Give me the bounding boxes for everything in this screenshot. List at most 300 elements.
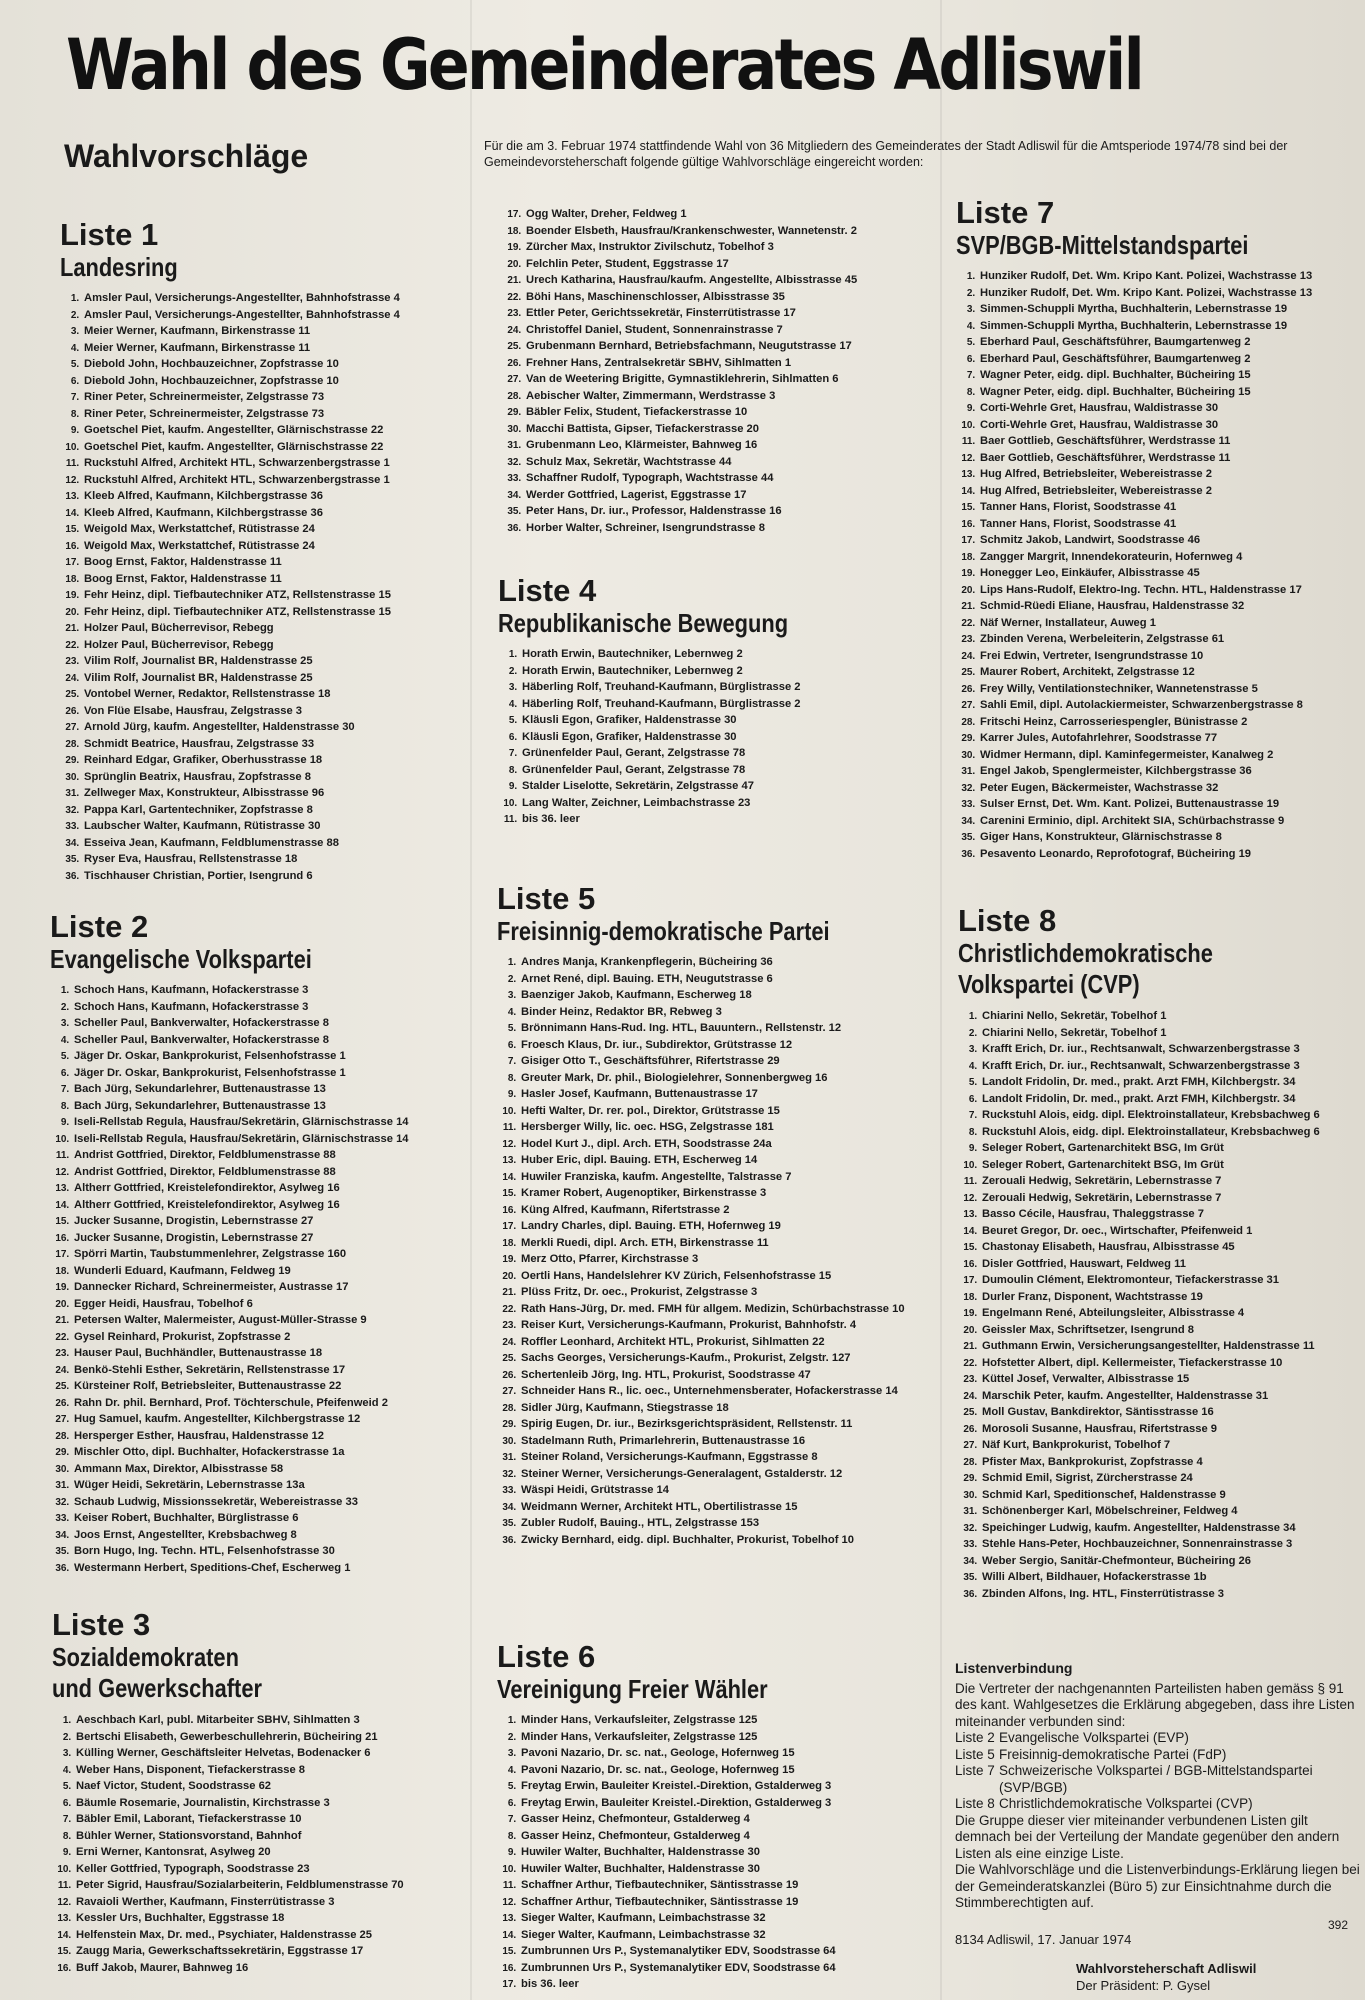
candidate-entry: 1. Amsler Paul, Versicherungs-Angestellter, Bahnhofstrasse 4	[82, 290, 400, 307]
page-fold	[470, 0, 472, 2000]
candidate-entry: 3. Scheller Paul, Bankverwalter, Hofackerstrasse 8	[72, 1015, 409, 1032]
candidate-entry: 23. Küttel Josef, Verwalter, Albisstrasse 15	[980, 1371, 1320, 1388]
candidate-entry: 6. Bäumle Rosemarie, Journalistin, Kirchstrasse 3	[74, 1795, 404, 1812]
candidate-entry: 35. Ryser Eva, Hausfrau, Rellstenstrasse 18	[82, 851, 400, 868]
candidate-entry: 36. Tischhauser Christian, Portier, Isengrund 6	[82, 868, 400, 885]
candidate-entry: 13. Kessler Urs, Buchhalter, Eggstrasse 18	[74, 1910, 404, 1927]
candidate-entry: 9. Corti-Wehrle Gret, Hausfrau, Waldistrasse 30	[978, 400, 1312, 417]
candidate-entry: 4. Pavoni Nazario, Dr. sc. nat., Geologe, Hofernweg 15	[519, 1762, 836, 1779]
candidate-entry: 28. Fritschi Heinz, Carrosseriespengler, Bünistrasse 2	[978, 714, 1312, 731]
notice-text: Die Gruppe dieser vier miteinander verbundenen Listen gilt demnach bei der Verteilung der Mandate gegenüber den andern Listen als eine einzige Liste.	[955, 1812, 1340, 1861]
candidate-entry: 4. Scheller Paul, Bankverwalter, Hofackerstrasse 8	[72, 1032, 409, 1049]
candidate-list	[497, 954, 916, 1548]
candidate-entry: 34. Esseiva Jean, Kaufmann, Feldblumenstrasse 88	[82, 835, 400, 852]
candidate-entry: 33. Wäspi Heidi, Grütstrasse 14	[519, 1482, 916, 1499]
page-title: Wahl des Gemeinderates Adliswil	[66, 24, 1143, 106]
candidate-entry: 15. Weigold Max, Werkstattchef, Rütistrasse 24	[82, 521, 400, 538]
candidate-entry: 8. Bühler Werner, Stationsvorstand, Bahnhof	[74, 1828, 404, 1845]
candidate-entry: 3. Pavoni Nazario, Dr. sc. nat., Geologe, Hofernweg 15	[519, 1745, 836, 1762]
candidate-entry: 13. Kleeb Alfred, Kaufmann, Kilchbergstrasse 36	[82, 488, 400, 505]
candidate-entry: 36. Westermann Herbert, Speditions-Chef, Escherweg 1	[72, 1560, 409, 1577]
connected-list-number: Liste 7	[955, 1763, 995, 1778]
candidate-entry: 5. Freytag Erwin, Bauleiter Kreistel.-Direktion, Gstalderweg 3	[519, 1778, 836, 1795]
candidate-entry: 21. Holzer Paul, Bücherrevisor, Rebegg	[82, 620, 400, 637]
candidate-entry: 1. Schoch Hans, Kaufmann, Hofackerstrasse 3	[72, 982, 409, 999]
candidate-list	[498, 646, 843, 828]
connected-list-party: Freisinnig-demokratische Partei (FdP)	[999, 1746, 1227, 1762]
candidate-entry: 26. Von Flüe Elsabe, Hausfrau, Zelgstrasse 3	[82, 703, 400, 720]
candidate-entry: 34. Weidmann Werner, Architekt HTL, Obertilistrasse 15	[519, 1499, 916, 1516]
candidate-entry: 1. Hunziker Rudolf, Det. Wm. Kripo Kant. Polizei, Wachstrasse 13	[978, 268, 1312, 285]
party-name: Vereinigung Freier Wähler	[497, 1674, 768, 1704]
candidate-entry: 9. Goetschel Piet, kaufm. Angestellter, Glärnischstrasse 22	[82, 422, 400, 439]
party-name: SVP/BGB-Mittelstandspartei	[956, 230, 1249, 260]
candidate-entry: 32. Pappa Karl, Gartentechniker, Zopfstrasse 8	[82, 802, 400, 819]
candidate-entry: 9. Iseli-Rellstab Regula, Hausfrau/Sekretärin, Glärnischstrasse 14	[72, 1114, 409, 1131]
candidate-entry: 2. Hunziker Rudolf, Det. Wm. Kripo Kant. Polizei, Wachstrasse 13	[978, 285, 1312, 302]
candidate-entry: 7. Grünenfelder Paul, Gerant, Zelgstrasse 78	[520, 745, 843, 762]
candidate-entry: 23. Zbinden Verena, Werbeleiterin, Zelgstrasse 61	[978, 631, 1312, 648]
candidate-entry: 17. Spörri Martin, Taubstummenlehrer, Zelgstrasse 160	[72, 1246, 409, 1263]
list-number: Liste 1	[60, 217, 159, 252]
candidate-entry: 18. Durler Franz, Disponent, Wachtstrasse 19	[980, 1289, 1320, 1306]
candidate-entry: 3. Baenziger Jakob, Kaufmann, Escherweg 18	[519, 987, 916, 1004]
list-3	[52, 1608, 404, 1976]
candidate-entry: 19. Dannecker Richard, Schreinermeister, Austrasse 17	[72, 1279, 409, 1296]
candidate-list	[60, 290, 400, 884]
candidate-entry: 8. Gasser Heinz, Chefmonteur, Gstalderweg 4	[519, 1828, 836, 1845]
candidate-entry: 20. Lips Hans-Rudolf, Elektro-Ing. Techn. HTL, Haldenstrasse 17	[978, 582, 1312, 599]
connected-lists	[955, 1730, 1360, 1813]
candidate-entry: 30. Stadelmann Ruth, Primarlehrerin, Buttenaustrasse 16	[519, 1433, 916, 1450]
list-4	[498, 574, 843, 828]
candidate-entry: 14. Hug Alfred, Betriebsleiter, Webereistrasse 2	[978, 483, 1312, 500]
list-1	[60, 218, 400, 884]
candidate-entry: 31. Grubenmann Leo, Klärmeister, Bahnweg 16	[524, 437, 857, 454]
list-8	[958, 904, 1320, 1602]
list-2	[50, 910, 409, 1576]
candidate-entry: 12. Baer Gottlieb, Geschäftsführer, Werdstrasse 11	[978, 450, 1312, 467]
candidate-entry: 15. Chastonay Elisabeth, Hausfrau, Albisstrasse 45	[980, 1239, 1320, 1256]
candidate-entry: 9. Seleger Robert, Gartenarchitekt BSG, Im Grüt	[980, 1140, 1320, 1157]
candidate-entry: 16. Disler Gottfried, Hauswart, Feldweg 11	[980, 1256, 1320, 1273]
candidate-entry: 8. Wagner Peter, eidg. dipl. Buchhalter, Bücheiring 15	[978, 384, 1312, 401]
candidate-entry: 10. Corti-Wehrle Gret, Hausfrau, Waldistrasse 30	[978, 417, 1312, 434]
candidate-entry: 25. Vontobel Werner, Redaktor, Rellstenstrasse 18	[82, 686, 400, 703]
listenverbindung-notice	[955, 1660, 1360, 1912]
candidate-entry: 7. Bach Jürg, Sekundarlehrer, Buttenaustrasse 13	[72, 1081, 409, 1098]
candidate-entry: 29. Spirig Eugen, Dr. iur., Bezirksgerichtspräsident, Rellstenstr. 11	[519, 1416, 916, 1433]
candidate-entry: 15. Zaugg Maria, Gewerkschaftssekretärin, Eggstrasse 17	[74, 1943, 404, 1960]
list-7	[956, 196, 1312, 862]
candidate-entry: 24. Christoffel Daniel, Student, Sonnenrainstrasse 7	[524, 322, 857, 339]
list-3-continued	[496, 206, 857, 536]
candidate-entry: 26. Frehner Hans, Zentralsekretär SBHV, Sihlmatten 1	[524, 355, 857, 372]
candidate-entry: 13. Hug Alfred, Betriebsleiter, Webereistrasse 2	[978, 466, 1312, 483]
candidate-entry: 23. Reiser Kurt, Versicherungs-Kaufmann, Prokurist, Bahnhofstr. 4	[519, 1317, 916, 1334]
candidate-entry: 4. Binder Heinz, Redaktor BR, Rebweg 3	[519, 1004, 916, 1021]
candidate-entry: 10. Seleger Robert, Gartenarchitekt BSG, Im Grüt	[980, 1157, 1320, 1174]
party-name-text: Sozialdemokraten und Gewerkschafter	[52, 1642, 262, 1703]
candidate-entry: 3. Meier Werner, Kaufmann, Birkenstrasse 11	[82, 323, 400, 340]
candidate-entry: 29. Schmid Emil, Sigrist, Zürcherstrasse 24	[980, 1470, 1320, 1487]
candidate-entry: 12. Andrist Gottfried, Direktor, Feldblumenstrasse 88	[72, 1164, 409, 1181]
list-5	[497, 882, 916, 1548]
candidate-entry: 7. Riner Peter, Schreinermeister, Zelgstrasse 73	[82, 389, 400, 406]
candidate-entry: 33. Schaffner Rudolf, Typograph, Wachtstrasse 44	[524, 470, 857, 487]
candidate-entry: 5. Landolt Fridolin, Dr. med., prakt. Arzt FMH, Kilchbergstr. 34	[980, 1074, 1320, 1091]
candidate-entry: 19. Merz Otto, Pfarrer, Kirchstrasse 3	[519, 1251, 916, 1268]
candidate-entry: 12. Ravaioli Werther, Kaufmann, Finsterrütistrasse 3	[74, 1894, 404, 1911]
candidate-entry: 2. Horath Erwin, Bautechniker, Lebernweg 2	[520, 663, 843, 680]
candidate-entry: 7. Bäbler Emil, Laborant, Tiefackerstrasse 10	[74, 1811, 404, 1828]
candidate-entry: 31. Zellweger Max, Konstrukteur, Albisstrasse 96	[82, 785, 400, 802]
candidate-entry: 17. Landry Charles, dipl. Bauing. ETH, Hofernweg 19	[519, 1218, 916, 1235]
candidate-entry: 2. Bertschi Elisabeth, Gewerbeschullehrerin, Bücheiring 21	[74, 1729, 404, 1746]
candidate-entry: 26. Schertenleib Jörg, Ing. HTL, Prokurist, Soodstrasse 47	[519, 1367, 916, 1384]
candidate-entry: 32. Speichinger Ludwig, kaufm. Angestellter, Haldenstrasse 34	[980, 1520, 1320, 1537]
list-6	[497, 1640, 836, 1993]
candidate-entry: 7. Ruckstuhl Alois, eidg. dipl. Elektroinstallateur, Krebsbachweg 6	[980, 1107, 1320, 1124]
candidate-entry: 18. Zangger Margrit, Innendekorateurin, Hofernweg 4	[978, 549, 1312, 566]
candidate-entry: 14. Beuret Gregor, Dr. oec., Wirtschafter, Pfeifenweid 1	[980, 1223, 1320, 1240]
candidate-entry: 21. Schmid-Rüedi Eliane, Hausfrau, Haldenstrasse 32	[978, 598, 1312, 615]
candidate-entry: 28. Sidler Jürg, Kaufmann, Stiegstrasse 18	[519, 1400, 916, 1417]
candidate-entry: 35. Willi Albert, Bildhauer, Hofackerstrasse 1b	[980, 1569, 1320, 1586]
candidate-entry: 28. Hersperger Esther, Hausfrau, Haldenstrasse 12	[72, 1428, 409, 1445]
candidate-entry: 34. Weber Sergio, Sanitär-Chefmonteur, Bücheiring 26	[980, 1553, 1320, 1570]
party-name: Landesring	[60, 252, 178, 282]
candidate-entry: 13. Altherr Gottfried, Kreistelefondirektor, Asylweg 16	[72, 1180, 409, 1197]
candidate-entry: 14. Huwiler Franziska, kaufm. Angestellte, Talstrasse 7	[519, 1169, 916, 1186]
candidate-entry: 4. Krafft Erich, Dr. iur., Rechtsanwalt, Schwarzenbergstrasse 3	[980, 1058, 1320, 1075]
party-name: Evangelische Volkspartei	[50, 944, 312, 974]
candidate-entry: 29. Mischler Otto, dipl. Buchhalter, Hofackerstrasse 1a	[72, 1444, 409, 1461]
candidate-entry: 7. Gasser Heinz, Chefmonteur, Gstalderweg 4	[519, 1811, 836, 1828]
candidate-entry: 32. Steiner Werner, Versicherungs-Generalagent, Gstalderstr. 12	[519, 1466, 916, 1483]
candidate-entry: 2. Chiarini Nello, Sekretär, Tobelhof 1	[980, 1025, 1320, 1042]
candidate-entry: 26. Rahn Dr. phil. Bernhard, Prof. Töchterschule, Pfeifenweid 2	[72, 1395, 409, 1412]
candidate-entry: 31. Engel Jakob, Spenglermeister, Kilchbergstrasse 36	[978, 763, 1312, 780]
candidate-entry: 11. Peter Sigrid, Hausfrau/Sozialarbeiterin, Feldblumenstrasse 70	[74, 1877, 404, 1894]
candidate-entry: 7. Gisiger Otto T., Geschäftsführer, Rifertstrasse 29	[519, 1053, 916, 1070]
candidate-entry: 11. Andrist Gottfried, Direktor, Feldblumenstrasse 88	[72, 1147, 409, 1164]
candidate-entry: 30. Widmer Hermann, dipl. Kaminfegermeister, Kanalweg 2	[978, 747, 1312, 764]
candidate-entry: 3. Häberling Rolf, Treuhand-Kaufmann, Bürglistrasse 2	[520, 679, 843, 696]
candidate-entry: 23. Hauser Paul, Buchhändler, Buttenaustrasse 18	[72, 1345, 409, 1362]
candidate-entry: 17. Boog Ernst, Faktor, Haldenstrasse 11	[82, 554, 400, 571]
candidate-entry: 2. Arnet René, dipl. Bauing. ETH, Neugutstrasse 6	[519, 971, 916, 988]
candidate-entry: 2. Schoch Hans, Kaufmann, Hofackerstrasse 3	[72, 999, 409, 1016]
candidate-entry: 18. Boender Elsbeth, Hausfrau/Krankenschwester, Wannetenstr. 2	[524, 223, 857, 240]
connected-list-party: Evangelische Volkspartei (EVP)	[999, 1730, 1189, 1745]
candidate-entry: 25. Kürsteiner Rolf, Betriebsleiter, Buttenaustrasse 22	[72, 1378, 409, 1395]
candidate-entry: 6. Diebold John, Hochbauzeichner, Zopfstrasse 10	[82, 373, 400, 390]
candidate-entry: 6. Freytag Erwin, Bauleiter Kreistel.-Direktion, Gstalderweg 3	[519, 1795, 836, 1812]
candidate-entry: 22. Näf Werner, Installateur, Auweg 1	[978, 615, 1312, 632]
candidate-entry: 27. Sahli Emil, dipl. Autolackiermeister, Schwarzenbergstrasse 8	[978, 697, 1312, 714]
candidate-entry: 29. Reinhard Edgar, Grafiker, Oberhusstrasse 18	[82, 752, 400, 769]
candidate-entry: 28. Pfister Max, Bankprokurist, Zopfstrasse 4	[980, 1454, 1320, 1471]
candidate-entry: 19. Honegger Leo, Einkäufer, Albisstrasse 45	[978, 565, 1312, 582]
candidate-entry: 8. Ruckstuhl Alois, eidg. dipl. Elektroinstallateur, Krebsbachweg 6	[980, 1124, 1320, 1141]
candidate-entry: 3. Simmen-Schuppli Myrtha, Buchhalterin, Lebernstrasse 19	[978, 301, 1312, 318]
candidate-entry: 16. Buff Jakob, Maurer, Bahnweg 16	[74, 1960, 404, 1977]
candidate-list	[52, 1712, 404, 1976]
candidate-entry: 30. Schmid Karl, Speditionschef, Haldenstrasse 9	[980, 1487, 1320, 1504]
candidate-entry: 35. Giger Hans, Konstrukteur, Glärnischstrasse 8	[978, 829, 1312, 846]
candidate-entry: 32. Schulz Max, Sekretär, Wachtstrasse 44	[524, 454, 857, 471]
candidate-entry: 36. Zbinden Alfons, Ing. HTL, Finsterrütistrasse 3	[980, 1586, 1320, 1603]
candidate-entry: 21. Urech Katharina, Hausfrau/kaufm. Angestellte, Albisstrasse 45	[524, 272, 857, 289]
candidate-entry: 6. Froesch Klaus, Dr. iur., Subdirektor, Grütstrasse 12	[519, 1037, 916, 1054]
candidate-entry: 20. Oertli Hans, Handelslehrer KV Zürich, Felsenhofstrasse 15	[519, 1268, 916, 1285]
connected-list-party: Christlichdemokratische Volkspartei (CVP)	[999, 1796, 1253, 1811]
candidate-entry: 6. Kläusli Egon, Grafiker, Haldenstrasse 30	[520, 729, 843, 746]
candidate-entry: 17. bis 36. leer	[519, 1976, 836, 1993]
candidate-entry: 7. Wagner Peter, eidg. dipl. Buchhalter, Bücheiring 15	[978, 367, 1312, 384]
candidate-entry: 11. bis 36. leer	[520, 811, 843, 828]
candidate-entry: 33. Keiser Robert, Buchhalter, Bürglistrasse 6	[72, 1510, 409, 1527]
candidate-entry: 34. Carenini Erminio, dipl. Architekt SIA, Schürbachstrasse 9	[978, 813, 1312, 830]
candidate-entry: 5. Naef Victor, Student, Soodstrasse 62	[74, 1778, 404, 1795]
intro-text: Für die am 3. Februar 1974 stattfindende Wahl von 36 Mitgliedern des Gemeinderates der Stadt Adliswil für die Amtsperiode 1974/78 sind bei der Gemeindevorsteherschaft folgende gültige Wahlvorschläge eingereicht worden:	[484, 139, 1288, 169]
candidate-entry: 32. Schaub Ludwig, Missionssekretär, Webereistrasse 33	[72, 1494, 409, 1511]
candidate-entry: 12. Hodel Kurt J., dipl. Arch. ETH, Soodstrasse 24a	[519, 1136, 916, 1153]
party-name	[52, 1642, 347, 1704]
candidate-entry: 20. Fehr Heinz, dipl. Tiefbautechniker ATZ, Rellstenstrasse 15	[82, 604, 400, 621]
party-name	[958, 938, 1262, 1000]
candidate-list	[496, 206, 857, 536]
candidate-entry: 31. Steiner Roland, Versicherungs-Kaufmann, Eggstrasse 8	[519, 1449, 916, 1466]
candidate-entry: 20. Egger Heidi, Hausfrau, Tobelhof 6	[72, 1296, 409, 1313]
candidate-entry: 12. Schaffner Arthur, Tiefbautechniker, Säntisstrasse 19	[519, 1894, 836, 1911]
candidate-entry: 1. Andres Manja, Krankenpflegerin, Bücheiring 36	[519, 954, 916, 971]
candidate-entry: 30. Ammann Max, Direktor, Albisstrasse 58	[72, 1461, 409, 1478]
candidate-entry: 35. Zubler Rudolf, Bauing., HTL, Zelgstrasse 153	[519, 1515, 916, 1532]
candidate-entry: 18. Wunderli Eduard, Kaufmann, Feldweg 19	[72, 1263, 409, 1280]
candidate-entry: 22. Hofstetter Albert, dipl. Kellermeister, Tiefackerstrasse 10	[980, 1355, 1320, 1372]
candidate-entry: 15. Kramer Robert, Augenoptiker, Birkenstrasse 3	[519, 1185, 916, 1202]
list-number: Liste 7	[956, 195, 1055, 230]
candidate-entry: 29. Karrer Jules, Autofahrlehrer, Soodstrasse 77	[978, 730, 1312, 747]
candidate-entry: 4. Meier Werner, Kaufmann, Birkenstrasse 11	[82, 340, 400, 357]
candidate-entry: 30. Macchi Battista, Gipser, Tiefackerstrasse 20	[524, 421, 857, 438]
candidate-entry: 34. Werder Gottfried, Lagerist, Eggstrasse 17	[524, 487, 857, 504]
notice-text: Die Vertreter der nachgenannten Parteilisten haben gemäss § 91 des kant. Wahlgesetzes die Erklärung abgegeben, dass ihre Listen miteinander verbunden sind:	[955, 1680, 1355, 1729]
candidate-entry: 33. Sulser Ernst, Det. Wm. Kant. Polizei, Buttenaustrasse 19	[978, 796, 1312, 813]
candidate-list	[956, 268, 1312, 862]
candidate-entry: 11. Baer Gottlieb, Geschäftsführer, Werdstrasse 11	[978, 433, 1312, 450]
candidate-entry: 10. Keller Gottfried, Typograph, Soodstrasse 23	[74, 1861, 404, 1878]
candidate-entry: 28. Aebischer Walter, Zimmermann, Werdstrasse 3	[524, 388, 857, 405]
connected-list-number: Liste 8	[955, 1796, 995, 1811]
candidate-entry: 12. Ruckstuhl Alfred, Architekt HTL, Schwarzenbergstrasse 1	[82, 472, 400, 489]
candidate-entry: 29. Bäbler Felix, Student, Tiefackerstrasse 10	[524, 404, 857, 421]
candidate-entry: 16. Küng Alfred, Kaufmann, Rifertstrasse 2	[519, 1202, 916, 1219]
candidate-entry: 27. Schneider Hans R., lic. oec., Unternehmensberater, Hofackerstrasse 14	[519, 1383, 916, 1400]
candidate-entry: 23. Vilim Rolf, Journalist BR, Haldenstrasse 25	[82, 653, 400, 670]
candidate-entry: 26. Frey Willy, Ventilationstechniker, Wannetenstrasse 5	[978, 681, 1312, 698]
candidate-entry: 13. Basso Cécile, Hausfrau, Thaleggstrasse 7	[980, 1206, 1320, 1223]
candidate-entry: 8. Grünenfelder Paul, Gerant, Zelgstrasse 78	[520, 762, 843, 779]
candidate-entry: 27. Van de Weetering Brigitte, Gymnastiklehrerin, Sihlmatten 6	[524, 371, 857, 388]
candidate-entry: 25. Grubenmann Bernhard, Betriebsfachmann, Neugutstrasse 17	[524, 338, 857, 355]
list-number: Liste 2	[50, 909, 149, 944]
candidate-entry: 16. Jucker Susanne, Drogistin, Lebernstrasse 27	[72, 1230, 409, 1247]
candidate-entry: 11. Hersberger Willy, lic. oec. HSG, Zelgstrasse 181	[519, 1119, 916, 1136]
party-name: Freisinnig-demokratische Partei	[497, 916, 830, 946]
candidate-entry: 27. Arnold Jürg, kaufm. Angestellter, Haldenstrasse 30	[82, 719, 400, 736]
candidate-entry: 33. Stehle Hans-Peter, Hochbauzeichner, Sonnenrainstrasse 3	[980, 1536, 1320, 1553]
candidate-entry: 4. Weber Hans, Disponent, Tiefackerstrasse 8	[74, 1762, 404, 1779]
candidate-entry: 11. Schaffner Arthur, Tiefbautechniker, Säntisstrasse 19	[519, 1877, 836, 1894]
candidate-entry: 25. Moll Gustav, Bankdirektor, Säntisstrasse 16	[980, 1404, 1320, 1421]
candidate-entry: 33. Laubscher Walter, Kaufmann, Rütistrasse 30	[82, 818, 400, 835]
notice-number: 392	[1328, 1918, 1349, 1932]
candidate-entry: 22. Böhi Hans, Maschinenschlosser, Albisstrasse 35	[524, 289, 857, 306]
candidate-entry: 14. Altherr Gottfried, Kreistelefondirektor, Asylweg 16	[72, 1197, 409, 1214]
signature-line: Der Präsident: P. Gysel	[1076, 1978, 1211, 1993]
list-number: Liste 4	[498, 573, 597, 608]
connected-list-number: Liste 2	[955, 1730, 995, 1745]
candidate-entry: 5. Jäger Dr. Oskar, Bankprokurist, Felsenhofstrasse 1	[72, 1048, 409, 1065]
candidate-entry: 31. Wüger Heidi, Sekretärin, Lebernstrasse 13a	[72, 1477, 409, 1494]
candidate-entry: 25. Sachs Georges, Versicherungs-Kaufm., Prokurist, Zelgstr. 127	[519, 1350, 916, 1367]
list-number: Liste 5	[497, 881, 596, 916]
list-number: Liste 3	[52, 1607, 151, 1642]
candidate-entry: 16. Weigold Max, Werkstattchef, Rütistrasse 24	[82, 538, 400, 555]
candidate-entry: 5. Kläusli Egon, Grafiker, Haldenstrasse 30	[520, 712, 843, 729]
candidate-entry: 17. Dumoulin Clément, Elektromonteur, Tiefackerstrasse 31	[980, 1272, 1320, 1289]
candidate-entry: 10. Goetschel Piet, kaufm. Angestellter, Glärnischstrasse 22	[82, 439, 400, 456]
candidate-entry: 28. Schmidt Beatrice, Hausfrau, Zelgstrasse 33	[82, 736, 400, 753]
list-number: Liste 6	[497, 1639, 596, 1674]
candidate-entry: 10. Iseli-Rellstab Regula, Hausfrau/Sekretärin, Glärnischstrasse 14	[72, 1131, 409, 1148]
candidate-entry: 21. Plüss Fritz, Dr. oec., Prokurist, Zelgstrasse 3	[519, 1284, 916, 1301]
place-date: 8134 Adliswil, 17. Januar 1974	[955, 1932, 1132, 1947]
candidate-entry: 1. Aeschbach Karl, publ. Mitarbeiter SBHV, Sihlmatten 3	[74, 1712, 404, 1729]
signature-block	[1076, 1960, 1256, 1994]
candidate-entry: 13. Sieger Walter, Kaufmann, Leimbachstrasse 32	[519, 1910, 836, 1927]
candidate-entry: 15. Jucker Susanne, Drogistin, Lebernstrasse 27	[72, 1213, 409, 1230]
candidate-entry: 35. Peter Hans, Dr. iur., Professor, Haldenstrasse 16	[524, 503, 857, 520]
candidate-entry: 11. Ruckstuhl Alfred, Architekt HTL, Schwarzenbergstrasse 1	[82, 455, 400, 472]
candidate-entry: 20. Geissler Max, Schriftsetzer, Isengrund 8	[980, 1322, 1320, 1339]
candidate-entry: 18. Merkli Ruedi, dipl. Arch. ETH, Birkenstrasse 11	[519, 1235, 916, 1252]
candidate-entry: 8. Riner Peter, Schreinermeister, Zelgstrasse 73	[82, 406, 400, 423]
candidate-entry: 2. Amsler Paul, Versicherungs-Angestellter, Bahnhofstrasse 4	[82, 307, 400, 324]
candidate-entry: 8. Bach Jürg, Sekundarlehrer, Buttenaustrasse 13	[72, 1098, 409, 1115]
candidate-entry: 6. Jäger Dr. Oskar, Bankprokurist, Felsenhofstrasse 1	[72, 1065, 409, 1082]
candidate-entry: 3. Krafft Erich, Dr. iur., Rechtsanwalt, Schwarzenbergstrasse 3	[980, 1041, 1320, 1058]
candidate-entry: 4. Häberling Rolf, Treuhand-Kaufmann, Bürglistrasse 2	[520, 696, 843, 713]
page-subtitle: Wahlvorschläge	[64, 138, 309, 174]
candidate-entry: 22. Gysel Reinhard, Prokurist, Zopfstrasse 2	[72, 1329, 409, 1346]
candidate-entry: 20. Felchlin Peter, Student, Eggstrasse 17	[524, 256, 857, 273]
candidate-entry: 16. Zumbrunnen Urs P., Systemanalytiker EDV, Soodstrasse 64	[519, 1960, 836, 1977]
candidate-list	[50, 982, 409, 1576]
candidate-entry: 15. Tanner Hans, Florist, Soodstrasse 41	[978, 499, 1312, 516]
candidate-entry: 24. Marschik Peter, kaufm. Angestellter, Haldenstrasse 31	[980, 1388, 1320, 1405]
candidate-entry: 26. Morosoli Susanne, Hausfrau, Rifertstrasse 9	[980, 1421, 1320, 1438]
candidate-entry: 10. Lang Walter, Zeichner, Leimbachstrasse 23	[520, 795, 843, 812]
authority-name: Wahlvorsteherschaft Adliswil	[1076, 1961, 1257, 1976]
candidate-entry: 14. Sieger Walter, Kaufmann, Leimbachstrasse 32	[519, 1927, 836, 1944]
page-fold	[940, 0, 942, 2000]
candidate-list	[958, 1008, 1320, 1602]
candidate-entry: 4. Simmen-Schuppli Myrtha, Buchhalterin, Lebernstrasse 19	[978, 318, 1312, 335]
candidate-entry: 18. Boog Ernst, Faktor, Haldenstrasse 11	[82, 571, 400, 588]
candidate-entry: 10. Huwiler Walter, Buchhalter, Haldenstrasse 30	[519, 1861, 836, 1878]
candidate-entry: 27. Hug Samuel, kaufm. Angestellter, Kilchbergstrasse 12	[72, 1411, 409, 1428]
party-name: Republikanische Bewegung	[498, 608, 789, 638]
candidate-entry: 5. Diebold John, Hochbauzeichner, Zopfstrasse 10	[82, 356, 400, 373]
candidate-entry: 13. Huber Eric, dipl. Bauing. ETH, Escherweg 14	[519, 1152, 916, 1169]
candidate-entry: 22. Rath Hans-Jürg, Dr. med. FMH für allgem. Medizin, Schürbachstrasse 10	[519, 1301, 916, 1318]
candidate-entry: 15. Zumbrunnen Urs P., Systemanalytiker EDV, Soodstrasse 64	[519, 1943, 836, 1960]
candidate-list	[497, 1712, 836, 1993]
candidate-entry: 21. Guthmann Erwin, Versicherungsangestellter, Haldenstrasse 11	[980, 1338, 1320, 1355]
candidate-entry: 30. Sprünglin Beatrix, Hausfrau, Zopfstrasse 8	[82, 769, 400, 786]
candidate-entry: 36. Pesavento Leonardo, Reprofotograf, Bücheiring 19	[978, 846, 1312, 863]
notice-heading: Listenverbindung	[955, 1660, 1073, 1676]
candidate-entry: 11. Zerouali Hedwig, Sekretärin, Lebernstrasse 7	[980, 1173, 1320, 1190]
candidate-entry: 2. Minder Hans, Verkaufsleiter, Zelgstrasse 125	[519, 1729, 836, 1746]
candidate-entry: 23. Ettler Peter, Gerichtssekretär, Finsterrütistrasse 17	[524, 305, 857, 322]
candidate-entry: 19. Zürcher Max, Instruktor Zivilschutz, Tobelhof 3	[524, 239, 857, 256]
candidate-entry: 10. Hefti Walter, Dr. rer. pol., Direktor, Grütstrasse 15	[519, 1103, 916, 1120]
candidate-entry: 9. Huwiler Walter, Buchhalter, Haldenstrasse 30	[519, 1844, 836, 1861]
candidate-entry: 6. Landolt Fridolin, Dr. med., prakt. Arzt FMH, Kilchbergstr. 34	[980, 1091, 1320, 1108]
candidate-entry: 19. Fehr Heinz, dipl. Tiefbautechniker ATZ, Rellstenstrasse 15	[82, 587, 400, 604]
candidate-entry: 5. Eberhard Paul, Geschäftsführer, Baumgartenweg 2	[978, 334, 1312, 351]
candidate-entry: 16. Tanner Hans, Florist, Soodstrasse 41	[978, 516, 1312, 533]
connected-list-number: Liste 5	[955, 1746, 995, 1762]
candidate-entry: 5. Brönnimann Hans-Rud. Ing. HTL, Bauuntern., Rellstenstr. 12	[519, 1020, 916, 1037]
candidate-entry: 17. Schmitz Jakob, Landwirt, Soodstrasse 46	[978, 532, 1312, 549]
candidate-entry: 19. Engelmann René, Abteilungsleiter, Albisstrasse 4	[980, 1305, 1320, 1322]
candidate-entry: 12. Zerouali Hedwig, Sekretärin, Lebernstrasse 7	[980, 1190, 1320, 1207]
candidate-entry: 9. Hasler Josef, Kaufmann, Buttenaustrasse 17	[519, 1086, 916, 1103]
list-number: Liste 8	[958, 903, 1057, 938]
candidate-entry: 14. Kleeb Alfred, Kaufmann, Kilchbergstrasse 36	[82, 505, 400, 522]
party-name-text: Christlichdemokratische Volkspartei (CVP)	[958, 938, 1213, 999]
candidate-entry: 1. Chiarini Nello, Sekretär, Tobelhof 1	[980, 1008, 1320, 1025]
candidate-entry: 24. Roffler Leonhard, Architekt HTL, Prokurist, Sihlmatten 22	[519, 1334, 916, 1351]
candidate-entry: 32. Peter Eugen, Bäckermeister, Wachstrasse 32	[978, 780, 1312, 797]
candidate-entry: 3. Külling Werner, Geschäftsleiter Helvetas, Bodenacker 6	[74, 1745, 404, 1762]
candidate-entry: 6. Eberhard Paul, Geschäftsführer, Baumgartenweg 2	[978, 351, 1312, 368]
candidate-entry: 9. Erni Werner, Kantonsrat, Asylweg 20	[74, 1844, 404, 1861]
candidate-entry: 1. Horath Erwin, Bautechniker, Lebernweg 2	[520, 646, 843, 663]
candidate-entry: 24. Frei Edwin, Vertreter, Isengrundstrasse 10	[978, 648, 1312, 665]
candidate-entry: 9. Stalder Liselotte, Sekretärin, Zelgstrasse 47	[520, 778, 843, 795]
candidate-entry: 21. Petersen Walter, Malermeister, August-Müller-Strasse 9	[72, 1312, 409, 1329]
candidate-entry: 24. Benkö-Stehli Esther, Sekretärin, Rellstenstrasse 17	[72, 1362, 409, 1379]
candidate-entry: 36. Zwicky Bernhard, eidg. dipl. Buchhalter, Prokurist, Tobelhof 10	[519, 1532, 916, 1549]
candidate-entry: 31. Schönenberger Karl, Möbelschreiner, Feldweg 4	[980, 1503, 1320, 1520]
candidate-entry: 22. Holzer Paul, Bücherrevisor, Rebegg	[82, 637, 400, 654]
candidate-entry: 34. Joos Ernst, Angestellter, Krebsbachweg 8	[72, 1527, 409, 1544]
candidate-entry: 1. Minder Hans, Verkaufsleiter, Zelgstrasse 125	[519, 1712, 836, 1729]
candidate-entry: 24. Vilim Rolf, Journalist BR, Haldenstrasse 25	[82, 670, 400, 687]
candidate-entry: 35. Born Hugo, Ing. Techn. HTL, Felsenhofstrasse 30	[72, 1543, 409, 1560]
candidate-entry: 8. Greuter Mark, Dr. phil., Biologielehrer, Sonnenbergweg 16	[519, 1070, 916, 1087]
notice-text: Die Wahlvorschläge und die Listenverbindungs-Erklärung liegen bei der Gemeinderatskanzlei (Büro 5) zur Einsichtnahme durch die Stimmberechtigten auf.	[955, 1862, 1360, 1910]
candidate-entry: 14. Helfenstein Max, Dr. med., Psychiater, Haldenstrasse 25	[74, 1927, 404, 1944]
candidate-entry: 36. Horber Walter, Schreiner, Isengrundstrasse 8	[524, 520, 857, 537]
